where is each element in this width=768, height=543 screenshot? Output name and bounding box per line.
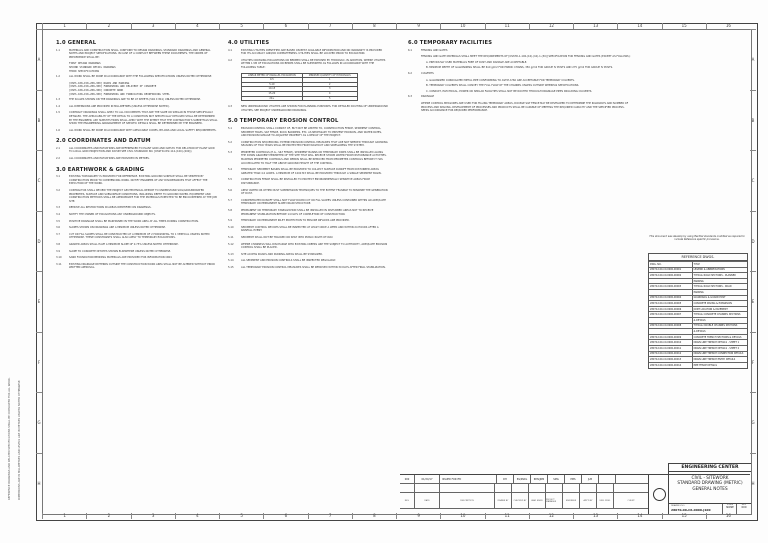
reference-dwg-no: 28070-100-C0-0000-00010 [649, 340, 692, 346]
zone-label: D [36, 211, 42, 272]
culvert-item: B. TEMPORARY CULVERTS SHALL CONVEY THE FULL FLOW OF THE CHANNEL UNLESS OUTSIDE WHEREAS SPECIFICATIONS. [426, 84, 580, 88]
fencing-text: FENCING AND GATE MATERIALS SHALL MEET THE REQUIREMENTS OF [OSSTD-1-100-(10)-(10)-1-(30)] SPECIFICATION FOR FENCING AND GATES (EXCEPT AS FOLLOWS): [421, 55, 631, 59]
zone-label: 16 [706, 513, 750, 519]
reference-dwg-no: 28070-100-C0-0000-00002 [649, 273, 692, 279]
side-notes [2, 60, 32, 500]
note-item: 3.4 NOTIFY THE OWNER OF EXCAVATIONS ANY UNDERGROUND OBJECTS. [56, 213, 156, 216]
note-item: 3.9 SLOPE TO CONCRETE DITCHES SHOWN ELSEWHERE UNLESS NOTED OTHERWISE. [56, 249, 172, 253]
revision-value: 000 [741, 506, 747, 509]
table-row: 15-20 4 [242, 91, 358, 96]
table-row [649, 362, 747, 368]
note-item: 3.2 CONTRACTOR SHALL REVIEW THE PROJECT GEOTECHNICAL REPORT TO UNDERSTAND SOIL/GROUNDWATER PROPERTIES, SURFACE AND SUBSURFACE CONDITIONS, INCLUDING DEPTH TO GROUND WATER. EQUIPMENT AND CONSTRUCTION METHODS SHALL BE APPROPRIATE FOR THE MATERIALS EXPECTED TO BE ENCOUNTERED AT THE JOB SITE. [56, 189, 217, 203]
zone-label: 12 [529, 23, 573, 29]
zone-label: 13 [573, 513, 617, 519]
spec-list: [OSPS-100~150~200~300] ROADS AND PARKING [OSPS-100~150~200~300] FURNISHING AND DELIVERY OF CONCRETE [OSPS-100~150~200~300] CONCRETE WORK [OSPS-100~150~200~300] FURNISHING AND FABRICATING REINFORCING STEEL [69, 81, 170, 96]
zone-label: 3 [131, 513, 175, 519]
section-heading: 4.0 UTILITIES [228, 40, 270, 46]
reference-title: DRAIN LINE TRENCH DETAILS - SHEET 2 [692, 345, 747, 351]
zone-label: H [750, 453, 756, 514]
zone-strip-top [42, 23, 750, 29]
reference-title: DRAIN LINE TRENCH ENTRY DETAILS [692, 357, 747, 363]
zone-label: 4 [175, 513, 219, 519]
reference-title: TYPICAL DOUBLE CHANNEL SECTIONS [692, 323, 747, 329]
drawing-number: 28070-00-C6-0000-J100 [671, 508, 711, 512]
zone-label: B [750, 90, 756, 151]
zone-label: C [36, 150, 42, 211]
reference-dwg-no: 28070-100-C0-0000-00007 [649, 312, 692, 318]
note-item: 3.7 CUT OR FILL SLOPES SHALL BE CONSTRUCTED AT A MINIMUM OF 2 HORIZONTAL TO 1 VERTICAL UNLESS NOTED OTHERWISE. THESE CONSTRAINTS SHALL ALSO APPLY TO TEMPORARY EXCAVATIONS. [56, 232, 210, 240]
section-heading: 3.0 EARTHWORK & GRADING [56, 166, 145, 173]
reference-title: PARKING [692, 278, 747, 284]
side-note: DIMENSIONS ARE IN MILLIMETRES AND LEVELS ARE IN METRES UNLESS NOTED OTHERWISE. [18, 379, 21, 500]
zone-label: 9 [396, 23, 440, 29]
organization: ENGINEERING CENTER [669, 463, 751, 472]
zone-label: 4 [175, 23, 219, 29]
earthwork-notes [56, 175, 218, 270]
zone-label: 15 [662, 513, 706, 519]
zone-label: 10 [440, 513, 484, 519]
notes-column-2 [228, 40, 388, 273]
zone-label: 9 [396, 513, 440, 519]
note-item: 5.13 SITE ACCESS ROADS AND PARKING AREAS SHALL BE STABILIZED. [228, 252, 323, 256]
zone-label: 11 [485, 23, 529, 29]
reference-title: CONCRETE PAVING & EXPANSION [692, 301, 747, 307]
reference-dwg-no: 28070-100-C0-0000-00006 [649, 306, 692, 312]
table-row: 0-5 1 [242, 78, 358, 83]
fencing-item: B. MINIMUM DEPTH OF GALVANIZING SHALL BE 610 g/m2 FOR FABRIC CHAINS, 350 g/m2 FOR GROUP IV POSTS AND 275 g/m2 FOR GROUP IV POSTS. [426, 66, 613, 70]
note-item: 1.1 MATERIALS AND CONSTRUCTION SHALL CONFORM TO DESIGN DRAWINGS, STANDARD DRAWINGS AND GENERAL NOTES AND PROJECT SPECIFICATIONS. IN CASE OF A CONFLICT BETWEEN THESE DOCUMENTS, THE ORDER OF PRECEDENCE SHALL BE: [56, 48, 211, 59]
note-item: 5.12 WHERE CHANNELS WILL DISCHARGE INTO EXISTING CREEKS ARE THE SUBJECT TO AUTHORITY, ADEQUATE EROSION CONTROL SHALL BE PLACED. [228, 242, 388, 250]
reference-title: LEGEND & ABBREVIATIONS [692, 267, 747, 273]
culvert-item: A. GALVANIZED CORRUGATED METAL PIPE CONFORMING TO ASTM A760 ARE ACCEPTABLE FOR TEMPORARY CULVERTS. [426, 78, 575, 82]
revision-table [400, 475, 648, 514]
note-item: 6.2 CULVERTS [408, 71, 434, 75]
revision-header: REV. DATE DESCRIPTION DRAWN BY CHECKED BY LEAD ENGR. PROJECT MANAGER ENGINEER APP'D BY ENG. MGR. CLIENT [400, 493, 648, 509]
note-item: 5.9 TEMPORARY OR PERMANENT INLET PROTECTION TO ENSURE INFLOWS ARE PROVIDED. [228, 219, 350, 223]
zone-label: G [750, 392, 756, 453]
zone-label: 6 [263, 23, 307, 29]
note-item: 2.2 ALL COORDINATES AND ELEVATIONS ARE PROVIDED IN METRES. [56, 157, 150, 161]
zone-label: 6 [263, 513, 307, 519]
title-line: STANDARD DRAWING (METRIC) [677, 480, 743, 486]
reference-title: DRAIN LINE TRENCH CONNECTION DETAILS [692, 351, 747, 357]
note-item: 5.1 EROSION CONTROL SHALL CONSIST OF, BUT NOT BE LIMITED TO, CONSTRUCTION FENCE, SEDIMENT CONTROL, SEDIMENT TRAPS, SILT FENCE, ROCK BARRIERS, ETC. AS NECESSARY TO PREVENT EROSION, AND WATER RATES, AND EROSION DAMAGE TO ADJACENT PROPERTY AS A RESULT OF THE PROJECT. [228, 126, 382, 138]
drawing-title: ENGINEERING CENTER CIVIL - SITEWORK STANDARD DRAWING (METRIC) GENERAL NOTES DRAWING NO. 28070-00-C6-0000-J100 SCALE NONE REV. 000 [668, 463, 751, 514]
zone-label: E [36, 271, 42, 332]
reference-dwg-no: 28070-100-C0-0000-00003 [649, 284, 692, 290]
hydrovac-table: LINEAR METER OF PARALLEL EXCAVATION MINIMUM QUANTITY OF HYDROVACS 0-5 1 5-10 2 10-15 3 15-20 4 20+ 5 [241, 73, 358, 102]
reference-title: TYPICAL ROAD SECTIONS - ROAD [692, 284, 747, 290]
reference-dwg-no: 28070-100-C0-0000-00004 [649, 295, 692, 301]
zone-label: 8 [352, 513, 396, 519]
note-item: 4.2 UTILITIES CROSSING EXCAVATIONS OR BERMED SHALL BE EXPOSED BY HYDROVAC. IN ADDITION, WHERE UTILITIES WITHIN 1.5M OF EXCAVATIONS OR BERMS SHALL BE SUPPORTED AS FOLLOWS IN ACCORDANCE WITH THE FOLLOWING TABLE: [228, 58, 386, 69]
scale-value: NONE [726, 506, 734, 509]
reference-dwg-no: 28070-100-C0-0000-00014 [649, 362, 692, 368]
title-line: CIVIL - SITEWORK [691, 475, 729, 480]
zone-label: 2 [86, 513, 130, 519]
zone-strip-right [750, 29, 756, 513]
note-item: 2.1 ALL COORDINATES AND ELEVATIONS ARE REFERENCED TO PLANT GRID AND DATUM. FOR RELATION OF PLANT GRID TO LOCAL GRID PROJECTION AND DATUM SEE CIVIL STANDARD NO. [OSSTD-CE2-114-(100)-(200)]. [56, 146, 215, 154]
reference-dwg-no: 28070-100-C0-0000-00012 [649, 351, 692, 357]
zone-label: 15 [662, 23, 706, 29]
section-heading: 5.0 TEMPORARY EROSION CONTROL [228, 118, 339, 125]
zone-label: 10 [440, 23, 484, 29]
table-row: 20+ 5 [242, 96, 358, 101]
standards-note: This document was develop by using Bechtel standards modified as required to include Reference specific provisions. [649, 235, 745, 242]
erosion-notes [228, 127, 388, 270]
note-item: 3.3 REMOVE ALL RESTRICTIONS IN AREAS IDENTIFIED ON DRAWINGS. [56, 206, 152, 210]
reference-drawings-table: REFERENCE DWGS. DWG. NO. TITLE 28070-100-C0-0000-00001 LEGEND & ABBREVIATIONS 28070-100-C0-0000-00002 TYPICAL ROAD SECTIONS - PLANNED PARKING 28070-100-C0-0000-00003 TYPICAL ROAD SECTIONS - ROAD PARKING 28070-100-C0-0000-00004 GUARDRAIL & GUARD POST 28070-100-C0-0000-00005 CONCRETE PAVING & EXPANSION 28070-100-C0-0000-00006 JOINT LOCATION & PAVEMENT 28070-100-C0-0000-00007 TYPICAL CONCRETE CHANNEL SECTIONS & DETAILS 28070-100-C0-0000-00008 TYPICAL DOUBLE CHANNEL SECTIONS & DETAILS 28070-100-C0-0000-00009 CONCRETE TRENCH SECTIONS & DETAILS 28070-100-C0-0000-00010 DRAIN LINE TRENCH DETAILS - SHEET 1 28070-100-C0-0000-00011 DRAIN LINE TRENCH DETAILS - SHEET 2 28070-100-C0-0000-00012 DRAIN LINE TRENCH CONNECTION DETAILS 28070-100-C0-0000-00013 DRAIN LINE TRENCH ENTRY DETAILS 28070-100-C0-0000-00014 PIPE FENCE DETAILS [648, 253, 748, 369]
note-item: 6.1 FENCING AND GATES [408, 48, 448, 52]
note-item: 1.5 CONTRACT DRAWINGS SHALL APPLY TO ALL DOCUMENTS THAT ARE THE SAME OR SIMILAR IN THOSE SPECIFICALLY DETAILED. THE APPLICABILITY OF THE DETAIL TO A CONDITION NOT SPECIFICALLY DETAILED SHALL BE DETERMINED BY THE ENGINEER. ANY SUBSTITUTIONS SHALL APPLY WITH THE INTENT THAT THE CONTRACTOR'S SUBMITTALS SHALL SHOW THE ENGINEERING ARRANGEMENT OF SPECIFIC DETAILS SHALL BE DETERMINED BY THE ENGINEER. [56, 111, 218, 126]
zone-label: 12 [529, 513, 573, 519]
zone-label: A [750, 29, 756, 90]
reference-title: JOINT LOCATION & PAVEMENT [692, 306, 747, 312]
note-item: 5.11 SEDIMENT SHALL NOT BE TRACKED OR SPILT INTO PUBLIC RIGHT-OF-WAY. [228, 235, 334, 239]
note-item: 5.7 CONCENTRATED RUNOFF SHALL NOT FLOW DOWN CUT OR FILL SLOPES UNLESS CONTAINED WITHIN AN ADEQUATE TEMPORARY OR PERMANENT SLOPE DRAIN STRUCTURE. [228, 198, 386, 206]
fencing-item: A. PREVIOUSLY USED MATERIALS FREE OF RUST AND DAMAGE ARE ACCEPTABLE. [426, 60, 528, 64]
note-item: 1.3 THE SCALES SHOWN ON THE DRAWINGS ARE TO BE AT SHEETS (594 X 841) UNLESS NOTED OTHERWISE. [56, 98, 201, 102]
note-item: 3.6 SLOPES SHOWN ON DRAWINGS ARE A MINIMUM UNLESS NOTED OTHERWISE. [56, 226, 166, 230]
reference-dwg-no: 28070-100-C0-0000-00005 [649, 301, 692, 307]
reference-title: PARKING [692, 289, 747, 295]
note-item: 3.5 POSITIVE DRAINAGE SHALL BE MAINTAINED IN THE WORK AREA AT ALL TIMES DURING CONSTRUCTION. [56, 219, 199, 223]
zone-label: 5 [219, 513, 263, 519]
table-row: 10-15 3 [242, 87, 358, 92]
notes-column-3 [408, 40, 633, 115]
zone-label: 14 [617, 23, 661, 29]
side-note: REFERENCE DRAWINGS AND RELATED SPECIFICATIONS SHALL BE CONSULTED FOR ALL WORK. [8, 377, 11, 500]
zone-label: 7 [308, 513, 352, 519]
zone-label: 14 [617, 513, 661, 519]
zone-label: F [36, 332, 42, 393]
note-item: 5.2 CONSTRUCTION SEQUENCING: EXTEND EROSION CONTROL MEASURES THAT ARE NOT NEEDED THROUGH GROWING SEASONS OF TWO YEARS SHALL BE PROTECTED FROM WASHOUT AND SIDESLOPING THE SYSTEM. [228, 140, 388, 148]
reference-title: CONCRETE TRENCH SECTIONS & DETAILS [692, 334, 747, 340]
note-item: 5.6 APPLY WATER OR OTHER DUST SUPPRESSION TECHNIQUES TO THE EXTENT FEASIBLE TO MINIMIZE THE GENERATION OF DUST. [228, 188, 388, 196]
revision-row: 000 01/XX/17 ISSUED FOR IFD DH PG/RSDL RMS/JRM SMG PMS JLM [400, 475, 648, 484]
company-logo [648, 475, 669, 514]
reference-dwg-no: 28070-100-C0-0000-00001 [649, 267, 692, 273]
reference-dwg-no: 28070-100-C0-0000-00008 [649, 323, 692, 329]
section-heading: 6.0 TEMPORARY FACILITIES [408, 40, 493, 46]
note-item: 5.5 CONSTRUCTION FENCE SHALL BE INSTALLED TO PROTECT ENVIRONMENTALLY SENSITIVE AREAS FROM DISTURBANCE. [228, 178, 370, 186]
precedence-list: FIRST DESIGN DRAWINGS SECOND STANDARD DETAIL DRAWINGS THIRD SPECIFICATIONS [69, 62, 116, 73]
culvert-item: C. CONDUIT, ELECTRICAL, POWER OR SIMILAR FACILITIES SHALL NOT BE ROUTED THROUGH DRAINAGE PIPES INCLUDING CULVERTS. [426, 89, 593, 93]
title-line: GENERAL NOTES [692, 485, 728, 491]
note-item: 5.10 SEDIMENT CONTROL DEVICES SHALL BE INSPECTED AT LEAST ONCE A WEEK AND WITHIN 24 HOURS AFTER A RAINFALL EVENT. [228, 225, 379, 233]
zone-label: G [36, 392, 42, 453]
reference-title: PIPE FENCE DETAILS [692, 362, 747, 368]
zone-label: 11 [485, 513, 529, 519]
section-heading: 1.0 GENERAL [56, 40, 97, 46]
zone-label: A [36, 29, 42, 90]
reference-title: REFERENCE DWGS. [649, 254, 747, 261]
note-item: 3.8 GRADED AREAS SHALL HAVE A MINIMUM SLOPE OF 0.75% UNLESS NOTED OTHERWISE. [56, 242, 179, 246]
zone-label: D [750, 211, 756, 272]
zone-label: 7 [308, 23, 352, 29]
title-block [400, 465, 750, 514]
table-row: 5-10 2 [242, 82, 358, 87]
reference-dwg-no: 28070-100-C0-0000-00011 [649, 345, 692, 351]
note-item: 6.3 DRAINAGE [408, 95, 435, 99]
zone-label: 5 [219, 23, 263, 29]
zone-label: C [750, 150, 756, 211]
reference-dwg-no: 28070-100-C0-0000-00013 [649, 357, 692, 363]
note-item: 3.1 EXISTING TOPOGRAPHY IS PROVIDED FOR REFERENCE. EXISTING GROUND SURFACE SHALL BE VERIFIED BY CONSTRUCTION PRIOR TO COMMENCING WORK. NOTIFY ENGINEER OF ANY DISCREPANCIES THAT AFFECT THE EXECUTION OF THE WORK. [56, 175, 208, 186]
reference-dwg-no: 28070-100-C0-0000-00009 [649, 334, 692, 340]
reference-title: & DETAILS [692, 317, 747, 323]
note-item: 3.11 EXISTING DRAINAGE PATTERNS OUTSIDE THE CONSTRUCTION WORK AREA SHALL NOT BE ALTERED WITHOUT PRIOR WRITTEN APPROVAL. [56, 262, 215, 270]
note-item: 4.1 EXISTING UTILITIES IDENTIFIED ARE BASED ON BEST AVAILABLE INFORMATION AND NO WARRANTY IS PROVIDED FOR ITS ACCURACY AND/OR COMPLETENESS. UTILITIES SHALL BE LOCATED PRIOR TO EXCAVATION. [228, 48, 383, 56]
notes-column-1 [56, 40, 218, 273]
note-item: 1.6 ALL WORK SHALL BE DONE IN ACCORDANCE WITH APPLICABLE CODES, BYLAWS AND LOCAL SAFETY REQUIREMENTS. [56, 128, 217, 132]
zone-label: 2 [86, 23, 130, 29]
note-item: 5.4 TEMPORARY SEDIMENT BASINS SHALL BE PROVIDED TO COLLECT SURFACE RUNOFF FROM DISTURBED AREAS GREATER THAN 4.0 ACRES. A MINIMUM OF 1000 M3 SHALL BE PROVIDED THROUGH A SINGLE SEDIMENT BASIN. [228, 168, 382, 175]
note-item: 4.3 NEW UNDERGROUND UTILITIES ARE SHOWN FOR PLANNING PURPOSES. FOR DETAILED ROUTING OF UNDERGROUND UTILITIES, SEE PROJECT UNDERGROUND DRAWINGS. [228, 105, 388, 112]
note-item: 5.15 ALL TEMPORARY EROSION CONTROL MEASURES SHALL BE REMOVED WITHIN 30 DAYS AFTER FINAL STABILIZATION. [228, 265, 386, 269]
note-item: 1.4 ALL DIMENSIONS ARE PROVIDED IN MILLIMETRES (UNLESS OTHERWISE NOTED). [56, 104, 170, 108]
reference-title: GUARDRAIL & GUARD POST [692, 295, 747, 301]
zone-label: 8 [352, 23, 396, 29]
drainage-text: WHERE CONTROL MEASURES ARE USED FOR FILLING TEMPORARY AREAS, DOUBLE SILT FENCE MAY BE DEVELOPED TO DETERMINE THE ROADWAYS AND NUMBER OF PROCESS AND SPACING. DEVELOPMENT OF PROCESSES AND PRODUCTS SHALL BE CAPABLE OF MEETING THE REQUIRED CAPACITY AND THE SPECIFIED PROCESS. SEEKS ACCORDANCE FOR REQUIRED PERFORMANCE. [421, 101, 629, 113]
reference-title: TYPICAL ROAD SECTIONS - PLANNED [692, 273, 747, 279]
zone-label: 13 [573, 23, 617, 29]
zone-label: F [750, 332, 756, 393]
reference-title: & DETAILS [692, 329, 747, 335]
reference-title: TYPICAL CONCRETE CHANNEL SECTIONS [692, 312, 747, 318]
zone-strip-left [36, 29, 42, 513]
logo-icon [653, 488, 666, 501]
zone-label: H [36, 453, 42, 514]
note-item: 1.2 ALL WORK SHALL BE DONE IN ACCORDANCE WITH THE FOLLOWING SPECIFICATIONS UNLESS NOTED OTHERWISE: [56, 75, 212, 79]
zone-label: 16 [706, 23, 750, 29]
zone-label: B [36, 90, 42, 151]
note-item: 5.8 PERMANENT OR TEMPORARY STABILIZATION SHALL BE INSTALLED IN DISTURBED AREAS NOT TO RECEIVE PERMANENT STABILIZATION BEFORE 14 DAYS OF COMPLETION OF CONSTRUCTION. [228, 209, 374, 216]
note-item: 3.10 SAND FOUNDATION BEDDING MATERIALS ARE PROVIDED FOR INFORMATION ONLY. [56, 256, 173, 260]
reference-title: DRAIN LINE TRENCH DETAILS - SHEET 1 [692, 340, 747, 346]
zone-label: 1 [42, 513, 86, 519]
section-heading: 2.0 COORDINATES AND DATUM [56, 138, 151, 145]
zone-label: 1 [42, 23, 86, 29]
note-item: 5.3 PERIMETER CONTROLS (E.G., SILT FENCE), SEDIMENT BASINS OR TEMPORARY DIKES SHALL BE INSTALLED ALONG THE DOWN GRADIENT PERIMETER OF THE SITE THAT WILL RECEIVE STORM WATER FROM DISTURBANCE ACTIVITIES. MAINTAIN PERIMETER CONTROLS AND DEBRIS SHALL BE REMOVED FROM PERIMETER CONTROLS BEFORE IT HAS ACCUMULATED TO HALF THE ABOVE GROUND HEIGHT OF THE CONTROL. [228, 150, 387, 165]
note-item: 5.14 ALL SEDIMENT AND EROSION CONTROLS SHALL BE INSPECTED REGULARLY. [228, 259, 336, 263]
zone-label: E [750, 271, 756, 332]
zone-label: 3 [131, 23, 175, 29]
